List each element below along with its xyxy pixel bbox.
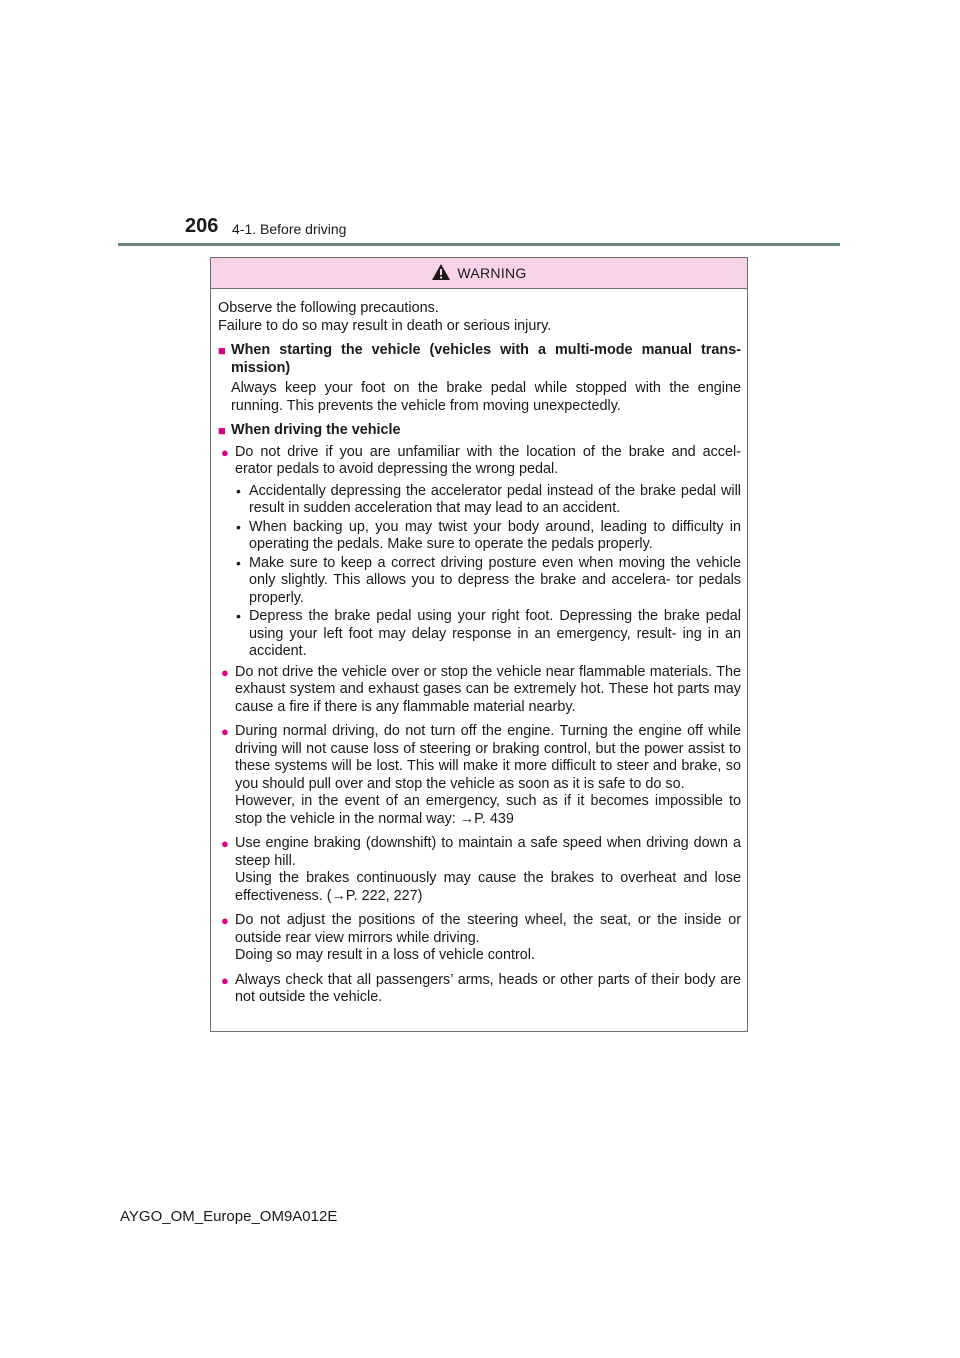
item-text: Use engine braking (downshift) to maintain a safe speed when driving down a steep hill.: [235, 835, 741, 869]
square-bullet-icon: ■: [218, 423, 226, 438]
sub-item: [235, 483, 741, 518]
item-text-continued: Using the brakes continuously may cause the brakes to overheat and lose effectiveness. (→P. 222, 227): [235, 870, 741, 904]
circle-bullet-icon: ●: [221, 972, 229, 988]
section-driving-vehicle: [218, 422, 741, 1007]
section-title: 4-1. Before driving: [232, 221, 347, 237]
footer-code: AYGO_OM_Europe_OM9A012E: [120, 1208, 338, 1225]
warning-title: WARNING: [457, 265, 527, 281]
item-text: Always check that all passengers’ arms, heads or other parts of their body are not outside the vehicle.: [235, 971, 741, 1005]
intro-line: Failure to do so may result in death or serious injury.: [218, 317, 552, 334]
circle-bullet-icon: ●: [221, 724, 229, 739]
item-text-continued: Doing so may result in a loss of vehicle control.: [235, 947, 535, 963]
dot-bullet-icon: •: [236, 554, 241, 571]
dot-bullet-icon: •: [236, 482, 241, 499]
list-item: [218, 972, 741, 1007]
page-number: 206: [185, 215, 219, 237]
list-item: [218, 912, 741, 965]
warning-header: [211, 258, 747, 289]
circle-bullet-icon: ●: [221, 913, 229, 928]
circle-bullet-icon: ●: [221, 444, 229, 460]
square-bullet-icon: ■: [218, 343, 226, 358]
section-heading: When starting the vehicle (vehicles with a multi-mode manual trans- mission): [231, 342, 741, 376]
warning-intro: [218, 300, 741, 335]
sub-item-text: Make sure to keep a correct driving posture even when moving the vehicle only slightly. This allows you to depress the brake and accelera- tor pedals properly.: [249, 554, 741, 606]
warning-triangle-icon: [431, 263, 451, 281]
item-text: Do not drive if you are unfamiliar with the location of the brake and accel- erator pedals to avoid depressing the wrong pedal.: [235, 443, 741, 477]
header-rule: [118, 243, 840, 246]
list-item: [218, 444, 741, 661]
item-text: Do not drive the vehicle over or stop the vehicle near flammable materials. The exhaust system and exhaust gases can be extremely hot. These hot parts may cause a fire if there is any flammable material nearby.: [235, 663, 741, 715]
sub-item: [235, 519, 741, 554]
list-item: [218, 835, 741, 905]
circle-bullet-icon: ●: [221, 664, 229, 680]
circle-bullet-icon: ●: [221, 836, 229, 851]
list-item: [218, 723, 741, 828]
dot-bullet-icon: •: [236, 518, 241, 535]
sub-item-text: Accidentally depressing the accelerator pedal instead of the brake pedal will result in sudden acceleration that may lead to an accident.: [249, 482, 741, 516]
section-heading: When driving the vehicle: [231, 422, 401, 438]
list-item: [218, 664, 741, 717]
section-starting-vehicle: [218, 342, 741, 415]
section-body: Always keep your foot on the brake pedal while stopped with the engine running. This prevents the vehicle from moving unexpectedly.: [231, 380, 741, 414]
sub-item-text: Depress the brake pedal using your right foot. Depressing the brake pedal using your left foot may delay response in an emergency, result- ing in an accident.: [249, 608, 741, 659]
sub-list: [235, 483, 741, 661]
sub-item: [235, 608, 741, 661]
sub-item: [235, 555, 741, 608]
intro-line: Observe the following precautions.: [218, 300, 439, 316]
warning-body: [211, 289, 747, 1007]
item-text: During normal driving, do not turn off the engine. Turning the engine off while driving will not cause loss of steering or braking control, but the power assist to these systems will be lost. This will make it more difficult to steer and brake, so you should pull over and stop the vehicle as soon as it is safe to do so.: [235, 723, 741, 792]
item-text-continued: However, in the event of an emergency, such as if it becomes impossible to stop the vehicle in the normal way: →P. 439: [235, 793, 741, 827]
item-text: Do not adjust the positions of the steering wheel, the seat, or the inside or outside rear view mirrors while driving.: [235, 912, 741, 946]
dot-bullet-icon: •: [236, 608, 241, 624]
warning-box: [210, 257, 748, 1032]
sub-item-text: When backing up, you may twist your body around, leading to difficulty in operating the pedals. Make sure to operate the pedals properly.: [249, 518, 741, 552]
